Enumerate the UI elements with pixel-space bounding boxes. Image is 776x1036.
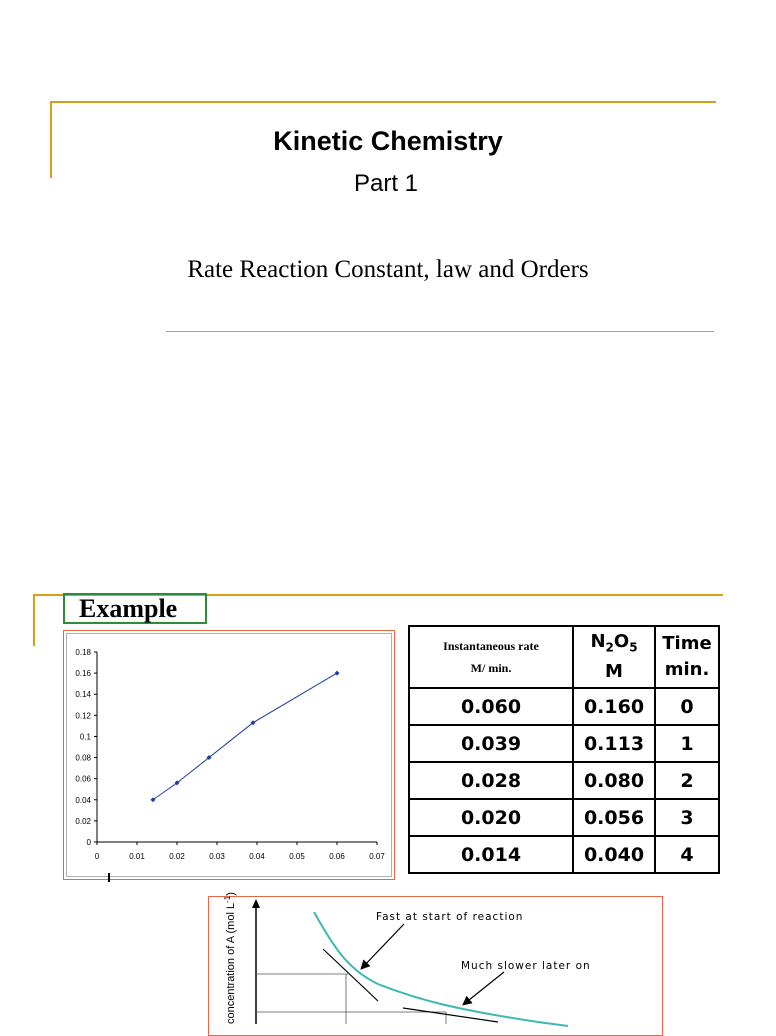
cell-time: 4 [655, 836, 719, 873]
cell-rate: 0.028 [409, 762, 573, 799]
annotation-fast: Fast at start of reaction [376, 911, 524, 923]
table-row [409, 762, 719, 799]
header-n2o5-unit: M [605, 660, 623, 682]
slide-title: Kinetic Chemistry [273, 126, 503, 156]
slide1-bottom-rule [166, 331, 714, 332]
chart-tick-mark [108, 873, 110, 882]
cell-rate: 0.020 [409, 799, 573, 836]
decay-y-axis-arrow [252, 899, 260, 908]
y-tick-label: 0.16 [75, 669, 91, 679]
x-tick-label: 0.03 [209, 852, 225, 861]
slide1-top-rule [50, 101, 716, 103]
arrow-slow [464, 972, 504, 1004]
header-n2o5-n: N [590, 631, 606, 653]
y-tick-label: 0.08 [75, 753, 91, 763]
table-row [409, 688, 719, 725]
y-tick-label: 0.12 [75, 711, 91, 721]
header-time-line2: min. [664, 659, 710, 680]
cell-time: 2 [655, 762, 719, 799]
decay-curve-figure [208, 892, 663, 1024]
tangent-line-start [323, 949, 378, 1001]
series-line [153, 673, 337, 800]
cell-rate: 0.060 [409, 688, 573, 725]
decay-y-axis-label: concentration of A (mol $L^{-1}$) [222, 892, 237, 1024]
x-tick-label: 0 [94, 852, 100, 861]
cell-n2o5: 0.160 [573, 688, 655, 725]
cell-time: 3 [655, 799, 719, 836]
x-tick-label: 0.05 [289, 852, 305, 861]
y-tick-label: 0.04 [75, 795, 91, 805]
y-tick-label: 0.06 [75, 774, 91, 784]
rate-concentration-chart [63, 630, 395, 880]
y-tick-label: 0 [86, 838, 91, 847]
x-tick-label: 0.02 [169, 852, 185, 861]
x-tick-label: 0.06 [329, 852, 345, 861]
cell-n2o5: 0.056 [573, 799, 655, 836]
cell-time: 1 [655, 725, 719, 762]
x-tick-label: 0.07 [369, 852, 385, 861]
example-label: Example [63, 593, 207, 624]
table-row [409, 799, 719, 836]
header-time [655, 626, 719, 688]
cell-n2o5: 0.040 [573, 836, 655, 873]
cell-rate: 0.039 [409, 725, 573, 762]
cell-n2o5: 0.080 [573, 762, 655, 799]
y-tick-label: 0.18 [75, 648, 91, 657]
y-tick-label: 0.1 [79, 732, 91, 742]
header-n2o5-sub2: 2 [605, 640, 614, 655]
header-n2o5 [573, 626, 655, 688]
table-row [409, 836, 719, 873]
arrow-fast [362, 924, 404, 968]
slide2-left-rule [33, 594, 35, 646]
x-tick-label: 0.01 [129, 852, 145, 861]
tangent-line-late [403, 1008, 498, 1022]
header-rate [409, 626, 573, 688]
header-n2o5-o: O [613, 631, 630, 653]
rate-data-table [408, 625, 720, 874]
header-rate-line1: Instantaneous rate [443, 639, 539, 653]
annotation-slow: Much slower later on [461, 960, 591, 972]
y-tick-label: 0.02 [75, 816, 91, 826]
slide-tagline: Rate Reaction Constant, law and Orders [187, 256, 589, 283]
table-header-row [409, 626, 719, 688]
header-n2o5-sub5: 5 [629, 640, 638, 655]
cell-time: 0 [655, 688, 719, 725]
x-tick-label: 0.04 [249, 852, 265, 861]
slide-subtitle: Part 1 [353, 170, 419, 197]
header-rate-line2: M/ min. [470, 661, 512, 675]
data-point [335, 671, 340, 676]
cell-n2o5: 0.113 [573, 725, 655, 762]
y-tick-label: 0.14 [75, 690, 91, 700]
table-row [409, 725, 719, 762]
header-time-line1: Time [662, 633, 712, 654]
cell-rate: 0.014 [409, 836, 573, 873]
